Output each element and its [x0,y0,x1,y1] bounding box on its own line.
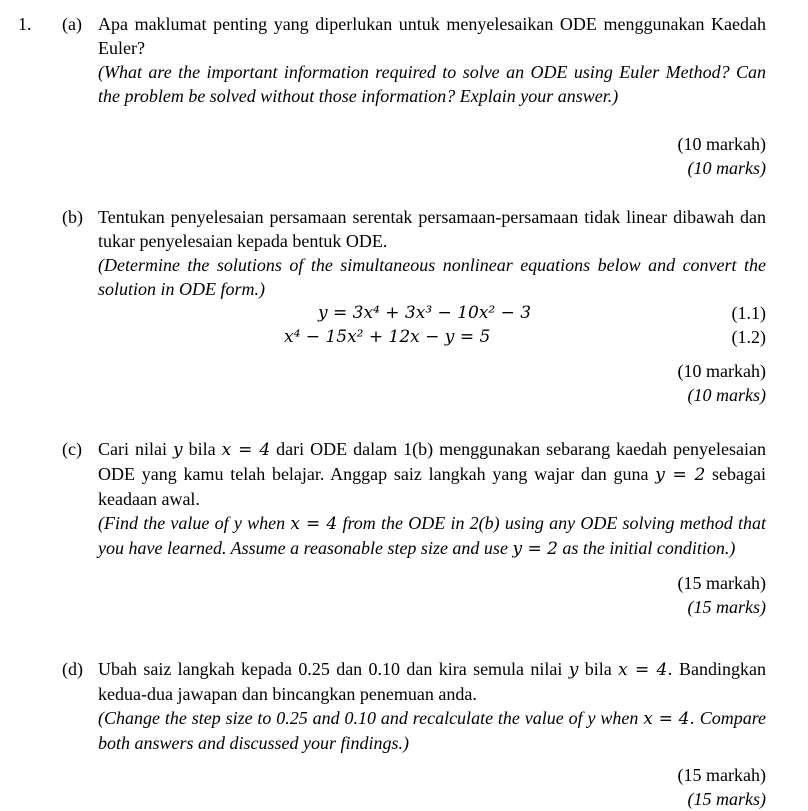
question-number: 1. [18,14,32,34]
part-a-marks-english: (10 marks) [687,158,766,178]
part-c-cond-y: y = 2 [655,465,706,485]
equation-1: y = 3x⁴ + 3x³ − 10x² − 3 [318,303,532,323]
part-b-malay: Tentukan penyelesaian persamaan serentak persamaan-persamaan tidak linear dibawah dan tukar penyelesaian kepada bentuk ODE. [98,207,766,251]
part-d-malay-3: Bandingkan kedua-dua jawapan dan bincangkan penemuan anda. [98,659,767,704]
equation-2-row [98,325,766,349]
part-d-english-cond-x: x = 4. [643,709,695,729]
part-c-english-cond-x: x = 4 [290,514,338,534]
part-d-var-y: y [568,660,579,680]
equation-2: x⁴ − 15x² + 12x − y = 5 [284,327,491,347]
part-c-marks [98,571,766,619]
part-c-english-cond-y: y = 2 [512,539,558,559]
part-b-marks [98,359,766,407]
equation-2-number: (1.2) [731,327,766,347]
part-c-english-3: as the initial condition.) [562,538,736,558]
part-d-marks-malay: (15 markah) [677,765,766,785]
part-c-marks-malay: (15 markah) [677,573,766,593]
part-c [62,437,766,619]
part-c-var-y: y [173,440,183,460]
part-d-malay-2: bila [584,659,612,679]
part-c-malay-1: Cari nilai [98,439,167,459]
part-d-malay [98,657,766,706]
part-d-label: (d) [62,659,83,679]
part-c-english [98,511,766,561]
part-b-english: (Determine the solutions of the simultaneous nonlinear equations below and convert the solution in ODE form.) [98,255,766,299]
part-b-marks-english: (10 marks) [687,385,766,405]
part-b [62,205,766,407]
part-d-english [98,706,766,755]
part-d-english-1: (Change the step size to 0.25 and 0.10 and recalculate the value of y when [98,708,639,728]
part-d-marks-english: (15 marks) [687,789,766,809]
part-c-cond-x: x = 4 [221,440,271,460]
part-c-malay-4: sebagai keadaan awal. [98,464,766,509]
part-a [62,12,766,180]
part-b-label: (b) [62,207,83,227]
part-a-marks-malay: (10 markah) [677,134,766,154]
part-c-english-2: from the ODE in 2(b) using any ODE solving method that you have learned. Assume a reasonable step size and use [98,513,766,558]
equation-1-row [98,301,766,325]
part-d-cond-x: x = 4. [618,660,673,680]
part-d-english-2: Compare both answers and discussed your findings.) [98,708,767,753]
part-d-marks [98,763,766,811]
part-b-marks-malay: (10 markah) [677,361,766,381]
part-c-marks-english: (15 marks) [687,597,766,617]
part-d [62,657,766,811]
part-a-marks [98,132,766,180]
part-d-malay-1: Ubah saiz langkah kepada 0.25 dan 0.10 dan kira semula nilai [98,659,563,679]
part-a-malay: Apa maklumat penting yang diperlukan untuk menyelesaikan ODE menggunakan Kaedah Euler? [98,14,766,58]
part-c-label: (c) [62,439,82,459]
part-c-malay [98,437,766,511]
equation-1-number: (1.1) [731,303,766,323]
part-c-english-1: (Find the value of y when [98,513,286,533]
part-c-malay-2: bila [188,439,216,459]
part-a-label: (a) [62,14,82,34]
part-c-malay-3: dari ODE dalam 1(b) menggunakan sebarang kaedah penyelesaian ODE yang kamu telah belajar. Anggap saiz langkah yang wajar dan guna [98,439,767,484]
part-a-english: (What are the important information required to solve an ODE using Euler Method? Can the problem be solved without those information? Explain your answer.) [98,62,766,106]
